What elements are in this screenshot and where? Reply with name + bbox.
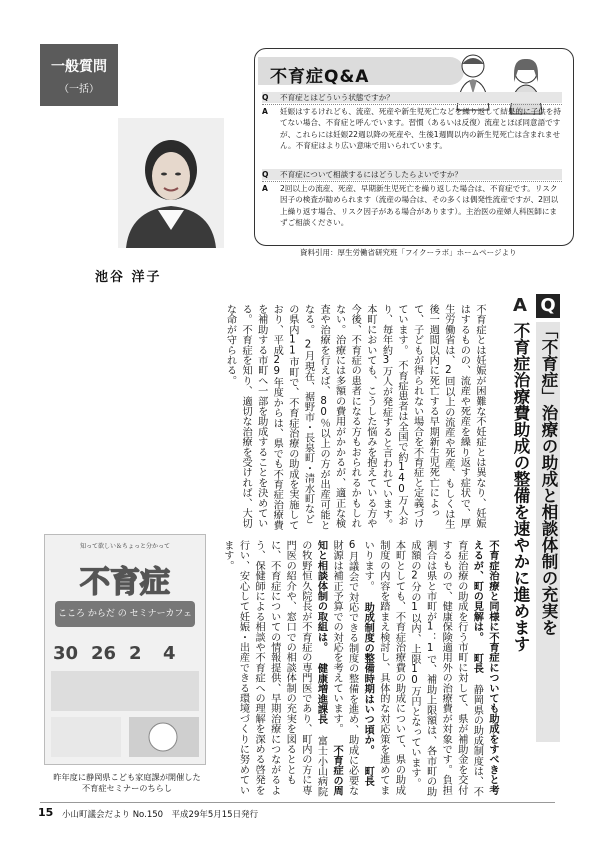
headline-q-label: Q: [536, 294, 560, 318]
answer-text-1: 静岡県の助成制度は、不育症治療の助成を行う市町に対して、県が補助金を交付するもので、健康保険適用外の治療費が対象です。負担割合は県と市町が1：1で、補助上限額は、各市町の助成額の2分の1以内、上限10万円となっています。本町としても、不育症治療費の助成について、県の助成制度の内容を踏まえ検討し、具体的な対応策を進めてまいります。: [362, 540, 483, 797]
qa-divider: [262, 181, 562, 182]
flyer-title: 不育症: [80, 565, 170, 600]
flyer-caption: 昨年度に静岡県こども家庭課が開催した不育症セミナーのちらし: [53, 772, 201, 793]
headline-question: 「不育症」治療の助成と相談体制の充実を: [536, 322, 560, 742]
qa-title: 不育症Q&A: [270, 67, 370, 87]
flyer-date-2: 26: [91, 643, 117, 664]
category-main: 一般質問: [51, 59, 107, 75]
qa-source: 資料引用：厚生労働省研究班「フイクーラボ」ホームページより: [300, 248, 517, 257]
flyer-subtitle: こころ からだ の セミナーカフェ: [55, 601, 195, 627]
answer-text-3: 富士小山病院の牧野恒久院長が不育症の専門医であり、町内の方に専門医の紹介や、窓口での相談体制の充実を図るとともに、不育症についての情報提供、早期治療につながるよう、保健師による相談や不育症への理解を深める啓発を行い、安心して妊娠・出産できる環境づくりに努めています。: [221, 540, 327, 797]
flyer-details-graphic: [45, 667, 205, 764]
flyer-top-text: 知って欲しい＆ちょっと分かって: [79, 543, 170, 550]
question-body: 不育症とは妊娠が困難な不妊症とは異なり、妊娠はするものの、流産や死産を繰り返す症状で、厚生労働省は、2回以上の流産や死産、もしくは生後一週間以内に死亡する早期新生児死亡によって、子どもが得られない場合を不育症と定義づけています。 不育症患者は全国で約140万人おり、毎年約3万人が発症すると言われています。本町においても、こうした悩みを抱えている方や今後、不育症の患者になる方もおられるかもしれない。治療には多額の費用がかかるが、適正な検査や治療を行えば、80％以上の方が出産可能となる。 2月現在、裾野市・長泉町・清水町などの県内11市町で、不育症治療の助成を実施しており、平成29年度からは、県でも不育症治療費を補助する市町へ一部を助成することを決めている。不育症を知り、適切な治療を受ければ、大切な命が守られる。: [224, 304, 485, 530]
headline-answer: 不育症治療費助成の整備を速やかに進めます: [511, 322, 530, 652]
qa-question-1: Q 不育症とはどういう状態ですか？: [262, 92, 562, 103]
qa-question-2: Q 不育症について相談するにはどうしたらよいですか？: [262, 169, 562, 180]
category-tag: [40, 44, 118, 106]
answer-speaker-1: 町長: [471, 653, 483, 674]
answer-question-2: 助成制度の整備時期はいつ頃か。: [362, 602, 374, 755]
member-name: 池谷 洋子: [95, 270, 162, 285]
flyer-date-1: 30: [53, 643, 79, 664]
footer-text: 小山町議会だより No.150 平成29年5月15日発行: [62, 810, 259, 820]
answer-speaker-3: 健康増進課長: [315, 663, 327, 725]
answer-body: [210, 540, 500, 798]
seminar-flyer-image: [44, 534, 206, 765]
qa-answer-2: A 2回以上の流産、死産、早期新生児死亡を繰り返した場合は、不育症です。リスク因子の検査が勧められます（流産の場合は、その多くは偶発性流産ですが、2回以上繰り返す場合、リスク因子がある場合があります）。主治医の産婦人科医師にまずご相談ください。: [262, 184, 559, 228]
headline-a-label: A: [513, 295, 527, 316]
category-sub: （一括）: [59, 84, 99, 95]
member-portrait: [118, 118, 224, 248]
answer-speaker-2: 町長: [362, 766, 374, 787]
qa-divider: [262, 104, 562, 105]
flyer-date-4: 4: [163, 643, 176, 664]
qa-answer-1: A 妊娠はするけれども、流産、死産や新生児死亡などを繰り返して結果的に子供を持てない場合、不育症と呼んでいます。習慣（あるいは反復）流産とほぼ同意語ですが、これらには妊娠22週以降の死産や、生後1週間以内の新生児死亡は含まれません。不育症はより広い意味で用いられています。: [262, 107, 561, 151]
flyer-date-3: 2: [129, 643, 142, 664]
answer-question-3: 不育症の周知と相談体制の取組は。: [315, 540, 343, 796]
page-number: 15: [38, 806, 54, 819]
answer-question-1: 不育症治療と同様に不育症についても助成をすべきと考えるが、町の見解は。: [471, 540, 498, 795]
answer-text-2: 6月議会で対応できる制度の整備を進め、助成に必要な財源は補正予算での対応を考えています。: [331, 540, 358, 796]
footer-rule: [40, 802, 555, 803]
